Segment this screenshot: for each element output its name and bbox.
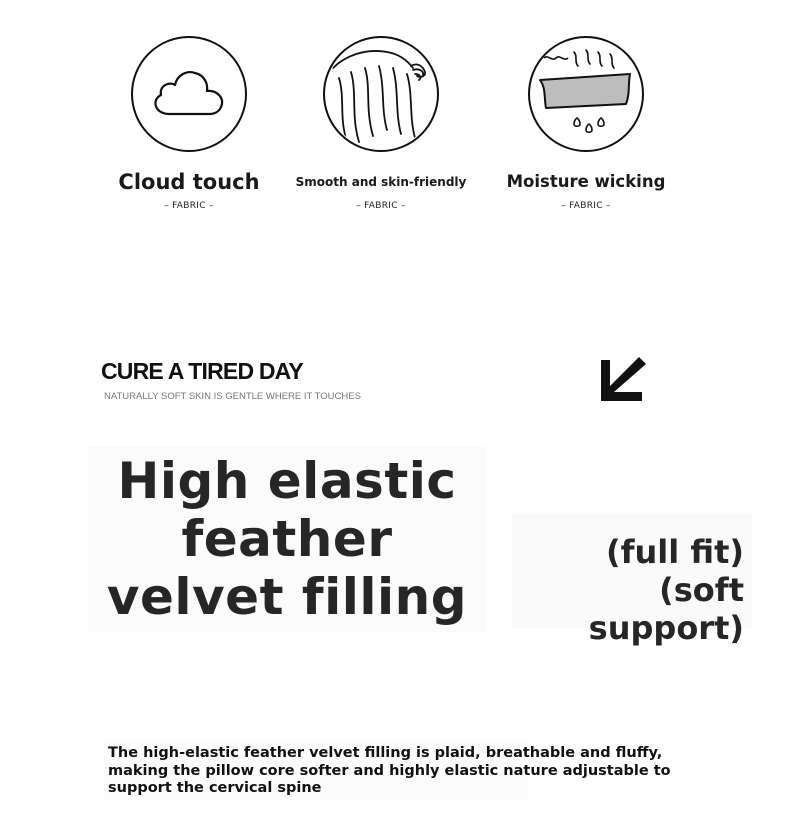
feature-circle (528, 36, 644, 152)
feature-subtitle: – FABRIC – (164, 201, 214, 211)
feature-subtitle: – FABRIC – (561, 201, 611, 211)
feature-circle (131, 36, 247, 152)
feature-title: Smooth and skin-friendly (295, 175, 467, 189)
feature-moisture-wicking (486, 36, 686, 211)
filling-heading: High elastic feather velvet filling (106, 452, 468, 626)
arrow-down-left-icon (598, 355, 648, 403)
feature-title: Cloud touch (118, 170, 260, 194)
moisture-fabric-icon (530, 38, 642, 150)
hair-smooth-icon (325, 38, 437, 150)
cloud-icon (147, 62, 231, 126)
feature-title: Moisture wicking (506, 172, 666, 191)
filling-side-heading: (full fit) (soft support) (588, 533, 744, 647)
banner-title: CURE A TIRED DAY (101, 358, 303, 384)
filling-description: The high-elastic feather velvet filling is plaid, breathable and fluffy, making the pillow core softer and highly elastic nature adjustable to support the cervical spine (108, 745, 671, 796)
feature-subtitle: – FABRIC – (356, 201, 406, 211)
feature-smooth-skin (281, 36, 481, 211)
banner-subtitle: NATURALLY SOFT SKIN IS GENTLE WHERE IT TOUCHES (104, 391, 361, 402)
feature-cloud-touch (89, 36, 289, 211)
feature-circle (323, 36, 439, 152)
